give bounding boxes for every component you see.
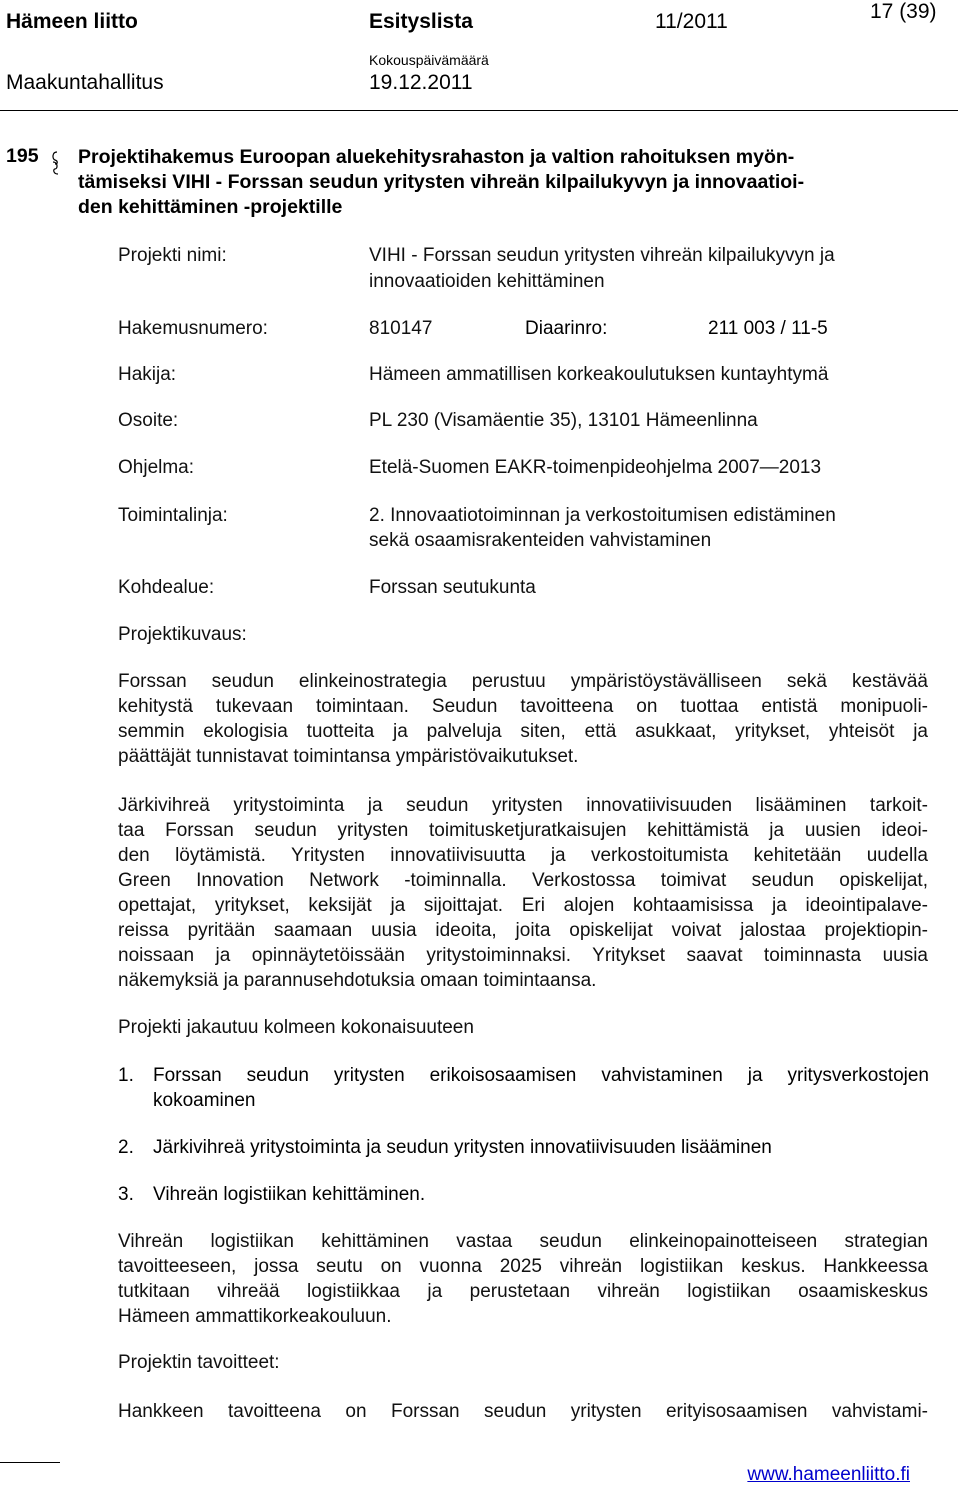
- document-type: Esityslista: [369, 10, 473, 33]
- description-paragraph: [118, 669, 928, 769]
- address-label: Osoite:: [118, 410, 179, 431]
- diary-number-value: 211 003 / 11-5: [708, 318, 828, 339]
- target-area-value: Forssan seutukunta: [369, 577, 536, 598]
- text-line: Järkivihreä yritystoiminta ja seudun yritysten innovatiivisuuden lisääminen: [153, 1137, 772, 1158]
- footer-divider: [0, 1462, 60, 1463]
- website-link[interactable]: www.hameenliitto.fi: [747, 1464, 910, 1485]
- list-item-number: 1.: [118, 1065, 134, 1086]
- meeting-body: Maakuntahallitus: [6, 71, 164, 94]
- list-intro: Projekti jakautuu kolmeen kokonaisuuteen: [118, 1017, 474, 1038]
- project-name-value: innovaatioiden kehittäminen: [369, 271, 605, 292]
- text-line: Green Innovation Network -toiminnalla. Verkostossa toimivat seudun opiskelijat,: [118, 870, 928, 891]
- section-sign-icon: [50, 150, 60, 176]
- page-number: 17 (39): [870, 0, 937, 23]
- description-paragraph: [118, 1229, 928, 1329]
- list-item: [153, 1063, 929, 1113]
- diary-number-label: Diaarinro:: [525, 318, 608, 339]
- text-line: Hankkeen tavoitteena on Forssan seudun yritysten erityisosaamisen vahvistami-: [118, 1401, 928, 1422]
- item-number: 195: [6, 145, 39, 167]
- target-area-label: Kohdealue:: [118, 577, 215, 598]
- item-title-line: tämiseksi VIHI - Forssan seudun yritysten vihreän kilpailukyvyn ja innovaatioi-: [78, 171, 805, 193]
- text-line: kokoaminen: [153, 1090, 256, 1111]
- description-label: Projektikuvaus:: [118, 624, 247, 645]
- applicant-label: Hakija:: [118, 364, 177, 385]
- program-label: Ohjelma:: [118, 457, 195, 478]
- text-line: Hämeen ammattikorkeakouluun.: [118, 1306, 392, 1327]
- text-line: reissa pyritään saamaan uusia ideoita, joita opiskelijat voivat jalostaa projektiopin-: [118, 920, 928, 941]
- text-line: den löytämistä. Yritysten innovatiivisuutta ja verkostoitumista kehitetään uudella: [118, 845, 928, 866]
- list-item: [153, 1182, 929, 1207]
- address-value: PL 230 (Visamäentie 35), 13101 Hämeenlinna: [369, 410, 758, 431]
- text-line: semmin ekologisia tuotteita ja palveluja siten, että asukkaat, yritykset, yhteisöt ja: [118, 721, 928, 742]
- list-item-number: 2.: [118, 1137, 134, 1158]
- text-line: opettajat, yritykset, keksijät ja sijoittajat. Eri alojen kohtaamisissa ja ideointipalave-: [118, 895, 928, 916]
- text-line: Vihreän logistiikan kehittäminen vastaa seudun elinkeinopainotteiseen strategian: [118, 1231, 928, 1252]
- org-name: Hämeen liitto: [6, 10, 138, 33]
- date-label: Kokouspäivämäärä: [369, 52, 489, 68]
- text-line: päättäjät tunnistavat toimintansa ympäristövaikutukset.: [118, 746, 579, 767]
- text-line: Forssan seudun elinkeinostrategia perustuu ympäristöystävälliseen sekä kestävää: [118, 671, 928, 692]
- text-line: noissaan ja opinnäytetöissään yritystoiminnaksi. Yritykset saavat toiminnasta uusia: [118, 945, 928, 966]
- text-line: näkemyksiä ja parannusehdotuksia omaan toimintaansa.: [118, 970, 597, 991]
- item-title-line: den kehittäminen -projektille: [78, 196, 343, 218]
- item-title: [78, 145, 938, 220]
- text-line: kehitystä tukevaan toimintaan. Seudun tavoitteena on tuottaa entistä monipuoli-: [118, 696, 928, 717]
- text-line: Forssan seudun yritysten erikoisosaamisen vahvistaminen ja yritysverkostojen: [153, 1065, 929, 1086]
- program-value: Etelä-Suomen EAKR-toimenpideohjelma 2007—2013: [369, 457, 822, 478]
- text-line: Järkivihreä yritystoiminta ja seudun yritysten innovatiivisuuden lisääminen tarkoit-: [118, 795, 928, 816]
- text-line: Vihreän logistiikan kehittäminen.: [153, 1184, 426, 1205]
- list-item-number: 3.: [118, 1184, 134, 1205]
- priority-label: Toimintalinja:: [118, 505, 228, 526]
- project-name-value: VIHI - Forssan seudun yritysten vihreän kilpailukyvyn ja: [369, 245, 835, 266]
- goals-paragraph: [118, 1399, 928, 1424]
- document-number: 11/2011: [655, 10, 728, 33]
- meeting-date: 19.12.2011: [369, 71, 473, 94]
- list-item: [153, 1135, 929, 1160]
- description-paragraph: [118, 793, 928, 993]
- priority-value: sekä osaamisrakenteiden vahvistaminen: [369, 530, 712, 551]
- text-line: tutkitaan vihreää logistiikkaa ja perustetaan vihreän logistiikan osaamiskeskus: [118, 1281, 928, 1302]
- applicant-value: Hämeen ammatillisen korkeakoulutuksen kuntayhtymä: [369, 364, 829, 385]
- text-line: taa Forssan seudun yritysten toimitusketjuratkaisujen kehittämistä ja uusien ideoi-: [118, 820, 928, 841]
- application-number-label: Hakemusnumero:: [118, 318, 268, 339]
- priority-value: 2. Innovaatiotoiminnan ja verkostoitumisen edistäminen: [369, 505, 836, 526]
- goals-label: Projektin tavoitteet:: [118, 1352, 280, 1373]
- text-line: tavoitteeseen, jossa seutu on vuonna 2025 vihreän logistiikan keskus. Hankkeessa: [118, 1256, 928, 1277]
- header-divider: [0, 110, 958, 111]
- application-number-value: 810147: [369, 318, 433, 339]
- item-title-line: Projektihakemus Euroopan aluekehitysrahaston ja valtion rahoituksen myön-: [78, 146, 795, 168]
- project-name-label: Projekti nimi:: [118, 245, 227, 266]
